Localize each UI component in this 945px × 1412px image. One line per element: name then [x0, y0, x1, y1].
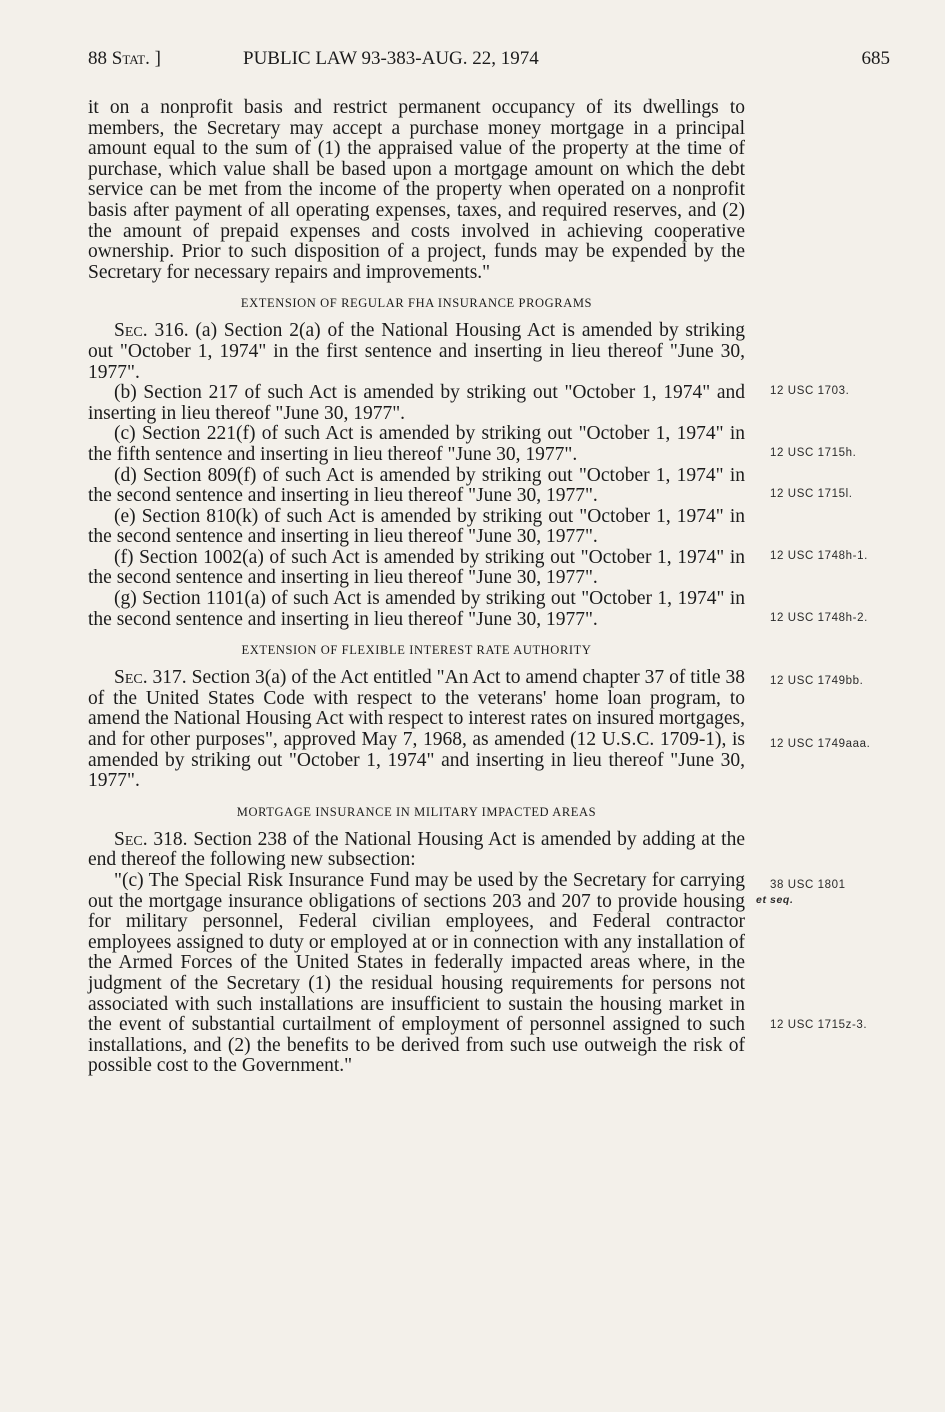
header-stat: 88 Stat. ]	[88, 48, 161, 69]
main-text	[88, 98, 745, 1077]
sec316-b: (b) Section 217 of such Act is amended by striking out "October 1, 1974" and inserting in lieu thereof "June 30, 1977".	[88, 382, 745, 424]
heading-sec-316: EXTENSION OF REGULAR FHA INSURANCE PROGRAMS	[240, 296, 593, 311]
sec316-d: (d) Section 809(f) of such Act is amended by striking out "October 1, 1974" in the second sentence and inserting in lieu thereof "June 30, 1977".	[88, 464, 745, 507]
margin-note-1715h: 12 USC 1715h.	[770, 447, 857, 459]
margin-note-1801	[756, 878, 846, 908]
sec316-e: (e) Section 810(k) of such Act is amended by striking out "October 1, 1974" in the second sentence and inserting in lieu thereof "June 30, 1977".	[88, 505, 745, 548]
sec316-f: (f) Section 1002(a) of such Act is amended by striking out "October 1, 1974" in the second sentence and inserting in lieu thereof "June 30, 1977".	[88, 546, 745, 589]
header-title: PUBLIC LAW 93-383-AUG. 22, 1974	[243, 48, 539, 69]
margin-note-1801-main: 38 USC 1801	[770, 879, 846, 891]
margin-note-1749bb: 12 USC 1749bb.	[770, 675, 864, 687]
sec316-a: Sec. 316. (a) Section 2(a) of the National Housing Act is amended by striking out "October 1, 1974" in the first sentence and inserting in lieu thereof "June 30, 1977".	[88, 320, 745, 383]
sec316-g: (g) Section 1101(a) of such Act is amended by striking out "October 1, 1974" in the second sentence and inserting in lieu thereof "June 30, 1977".	[88, 588, 745, 630]
sec316-label: Sec. 316.	[114, 320, 189, 342]
page-header	[88, 48, 890, 74]
continuation-paragraph: it on a nonprofit basis and restrict permanent occupancy of its dwellings to members, the Secretary may accept a purchase money mortgage in a principal amount equal to the sum of (1) the appraised value of the property at the time of purchase, which value shall be based upon a mortgage amount on which the debt service can be met from the income of the property when operated on a nonprofit basis after payment of all operating expenses, taxes, and required reserves, and (2) the amount of prepaid expenses and costs involved in achieving cooperative ownership. Prior to such disposition of a project, funds may be expended by the Secretary for necessary repairs and improvements."	[88, 97, 745, 283]
margin-note-1715l: 12 USC 1715l.	[770, 488, 853, 500]
sec317-label: Sec. 317.	[114, 667, 187, 689]
margin-note-1748h-2: 12 USC 1748h-2.	[770, 612, 868, 624]
margin-note-1749aaa: 12 USC 1749aaa.	[770, 738, 871, 750]
sec318-label: Sec. 318.	[114, 828, 188, 850]
sec318: Sec. 318. Section 238 of the National Housing Act is amended by adding at the end thereof the following new subsection:	[88, 828, 745, 871]
margin-note-1801-sub: et seq.	[756, 894, 794, 906]
sec316-c: (c) Section 221(f) of such Act is amended by striking out "October 1, 1974" in the fifth sentence and inserting in lieu thereof "June 30, 1977".	[88, 423, 745, 465]
sec318-c: "(c) The Special Risk Insurance Fund may be used by the Secretary for carrying out the mortgage insurance obligations of sections 203 and 207 to provide housing for military personnel, Federal civilian employees, and Federal contractor employees assigned to duty or employed at or in connection with any installation of the Armed Forces of the United States in federally impacted areas where, in the judgment of the Secretary (1) the residual housing requirements for persons not associated with such installations are insufficient to sustain the housing market in the event of substantial curtailment of employment of personnel assigned to such installations, and (2) the benefits to be derived from such use outweigh the risk of possible cost to the Government."	[88, 870, 745, 1077]
margin-note-1703: 12 USC 1703.	[770, 385, 850, 397]
margin-note-1715z-3: 12 USC 1715z-3.	[770, 1019, 868, 1031]
margin-note-1748h-1: 12 USC 1748h-1.	[770, 550, 868, 562]
heading-sec-317: EXTENSION OF FLEXIBLE INTEREST RATE AUTHORITY	[241, 643, 592, 658]
sec317: Sec. 317. Section 3(a) of the Act entitled "An Act to amend chapter 37 of title 38 of the United States Code with respect to the veterans' home loan program, to amend the National Housing Act with respect to interest rates on insured mortgages, and for other purposes", approved May 7, 1968, as amended (12 U.S.C. 1709-1), is amended by striking out "October 1, 1974" and inserting in lieu thereof "June 30, 1977".	[88, 667, 746, 792]
heading-sec-318: MORTGAGE INSURANCE IN MILITARY IMPACTED AREAS	[236, 804, 597, 819]
page-number: 685	[861, 48, 890, 69]
